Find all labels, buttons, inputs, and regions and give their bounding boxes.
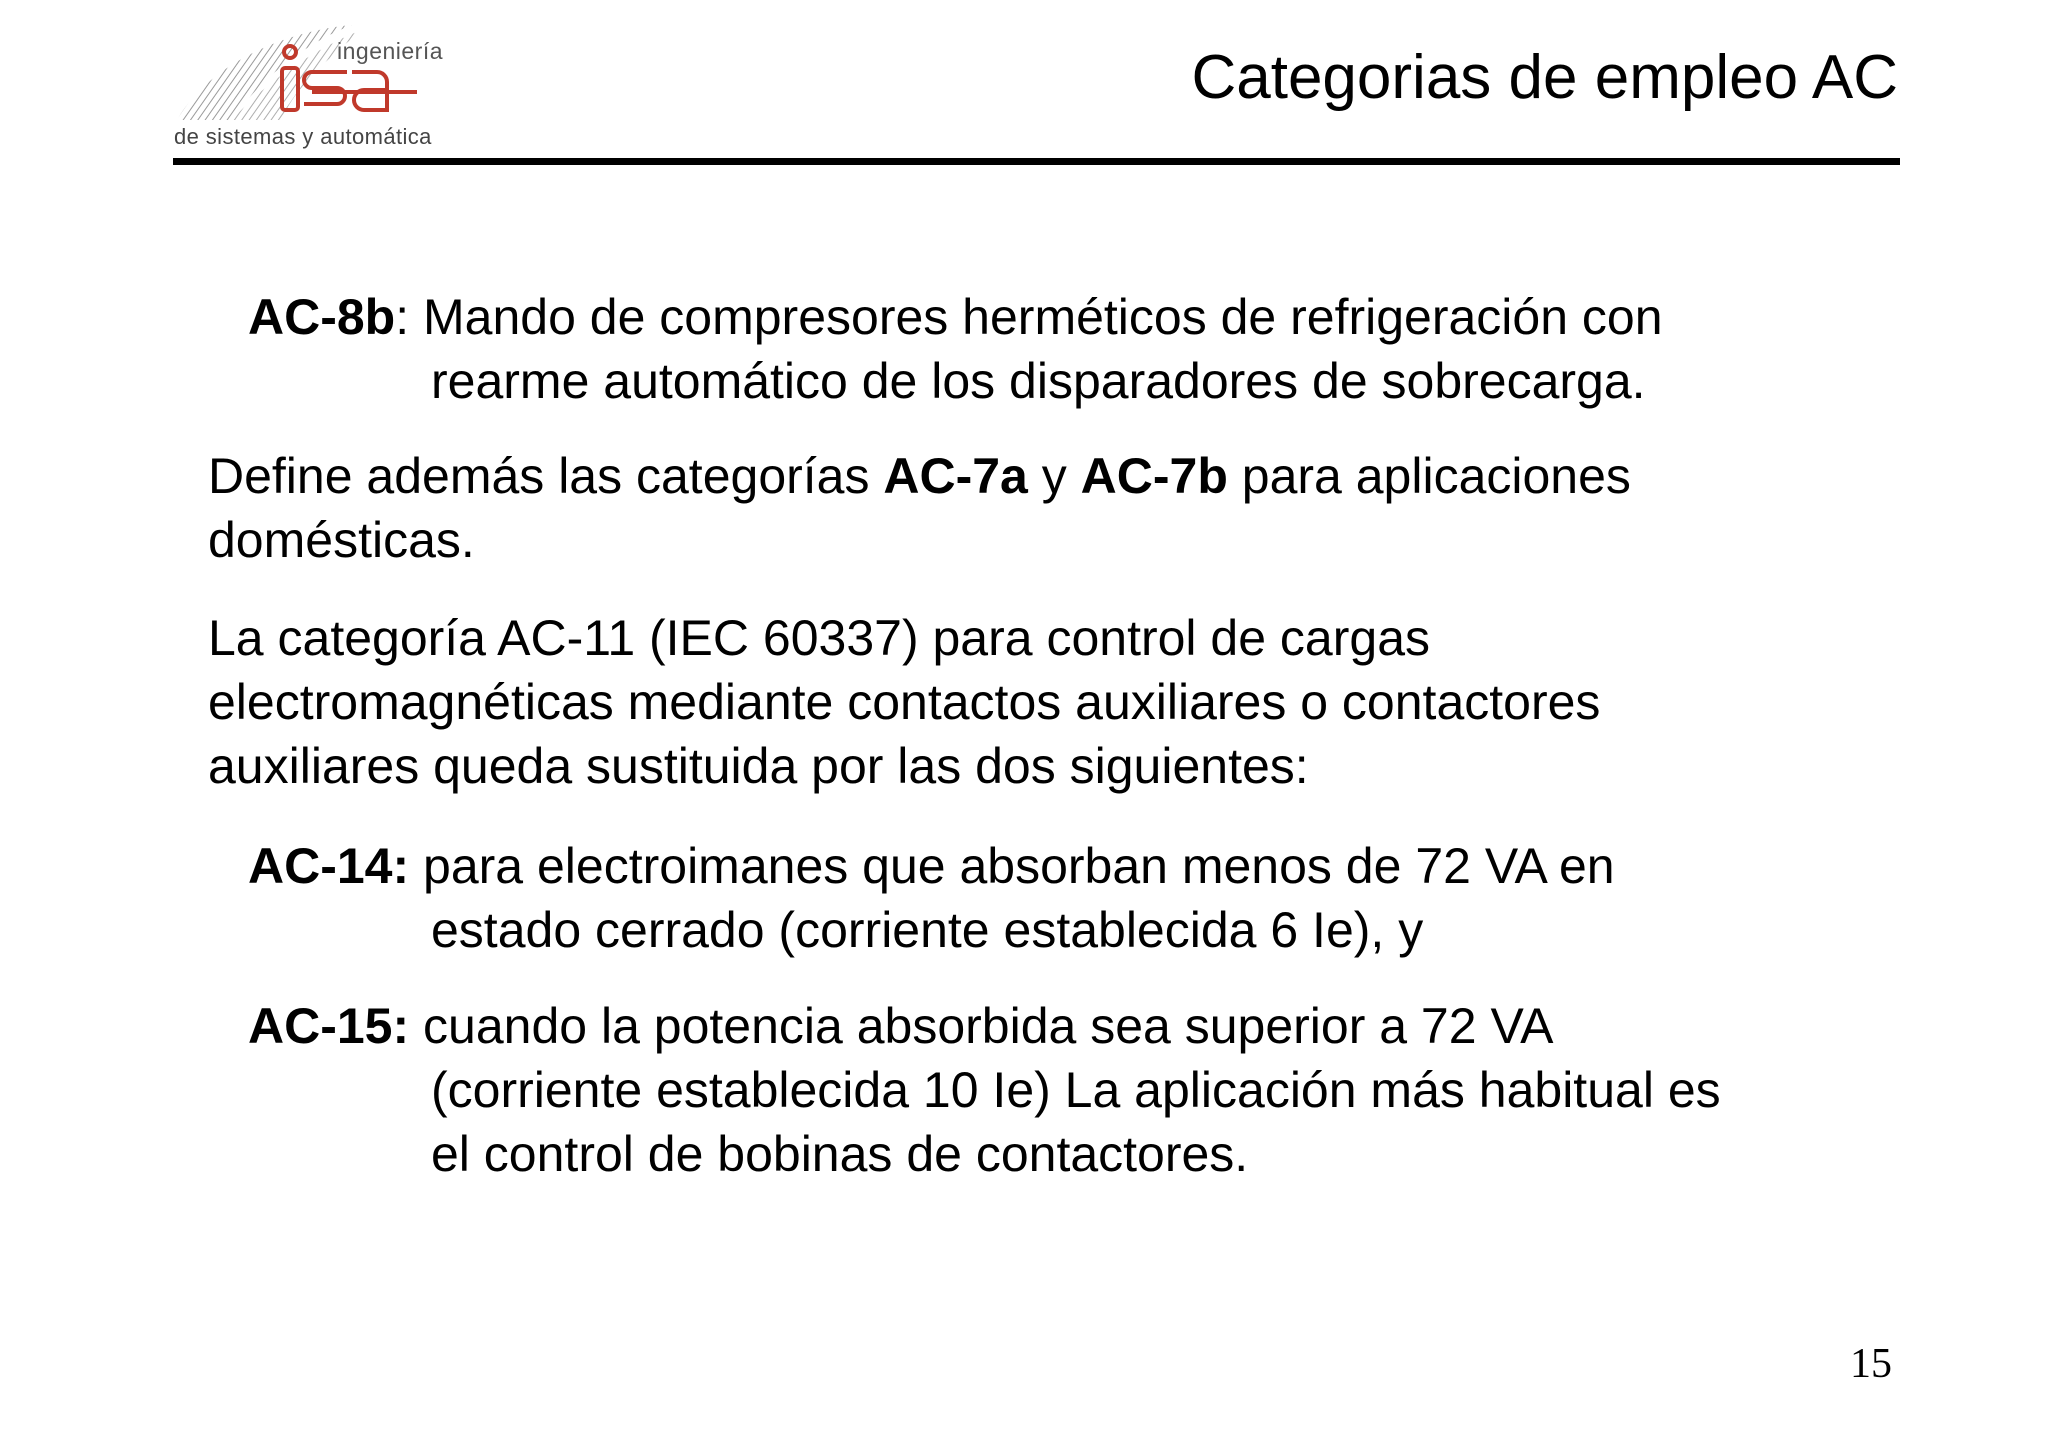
ac14-line1: para electroimanes que absorban menos de 72 VA en xyxy=(409,838,1615,894)
isa-logo xyxy=(172,20,442,150)
ac15-line2: (corriente establecida 10 Ie) La aplicación más habitual es xyxy=(431,1062,1721,1118)
ac14-line2: estado cerrado (corriente establecida 6 Ie), y xyxy=(431,902,1424,958)
ac11-paragraph xyxy=(208,606,1908,798)
define-line2: domésticas. xyxy=(208,512,475,568)
ac14-item xyxy=(248,834,1908,962)
ac8b-item xyxy=(248,285,1908,413)
define-post: para aplicaciones xyxy=(1227,448,1631,504)
ac11-line2: electromagnéticas mediante contactos auxiliares o contactores xyxy=(208,674,1601,730)
logo-bottom-text: de sistemas y automática xyxy=(174,124,432,149)
ac15-item xyxy=(248,994,1908,1186)
ac11-line3: auxiliares queda sustituida por las dos siguientes: xyxy=(208,738,1309,794)
ac8b-line1: Mando de compresores herméticos de refrigeración con xyxy=(409,289,1663,345)
ac15-code: AC-15: xyxy=(248,998,410,1054)
ac8b-line2: rearme automático de los disparadores de sobrecarga. xyxy=(431,353,1646,409)
slide-title: Categorias de empleo AC xyxy=(1191,43,1898,112)
define-code-a: AC-7a xyxy=(883,448,1028,504)
ac15-line1: cuando la potencia absorbida sea superior a 72 VA xyxy=(409,998,1554,1054)
ac14-code: AC-14: xyxy=(248,838,410,894)
define-code-b: AC-7b xyxy=(1080,448,1228,504)
define-paragraph xyxy=(208,444,1908,572)
ac15-line3: el control de bobinas de contactores. xyxy=(431,1126,1249,1182)
ac8b-code: AC-8b xyxy=(248,289,396,345)
logo-top-text: ingeniería xyxy=(337,38,444,64)
define-mid: y xyxy=(1027,448,1081,504)
ac8b-sep: : xyxy=(395,289,410,345)
define-pre: Define además las categorías xyxy=(208,448,884,504)
title-divider xyxy=(173,158,1900,165)
ac11-line1: La categoría AC-11 (IEC 60337) para control de cargas xyxy=(208,610,1430,666)
page-number: 15 xyxy=(1850,1341,1892,1387)
